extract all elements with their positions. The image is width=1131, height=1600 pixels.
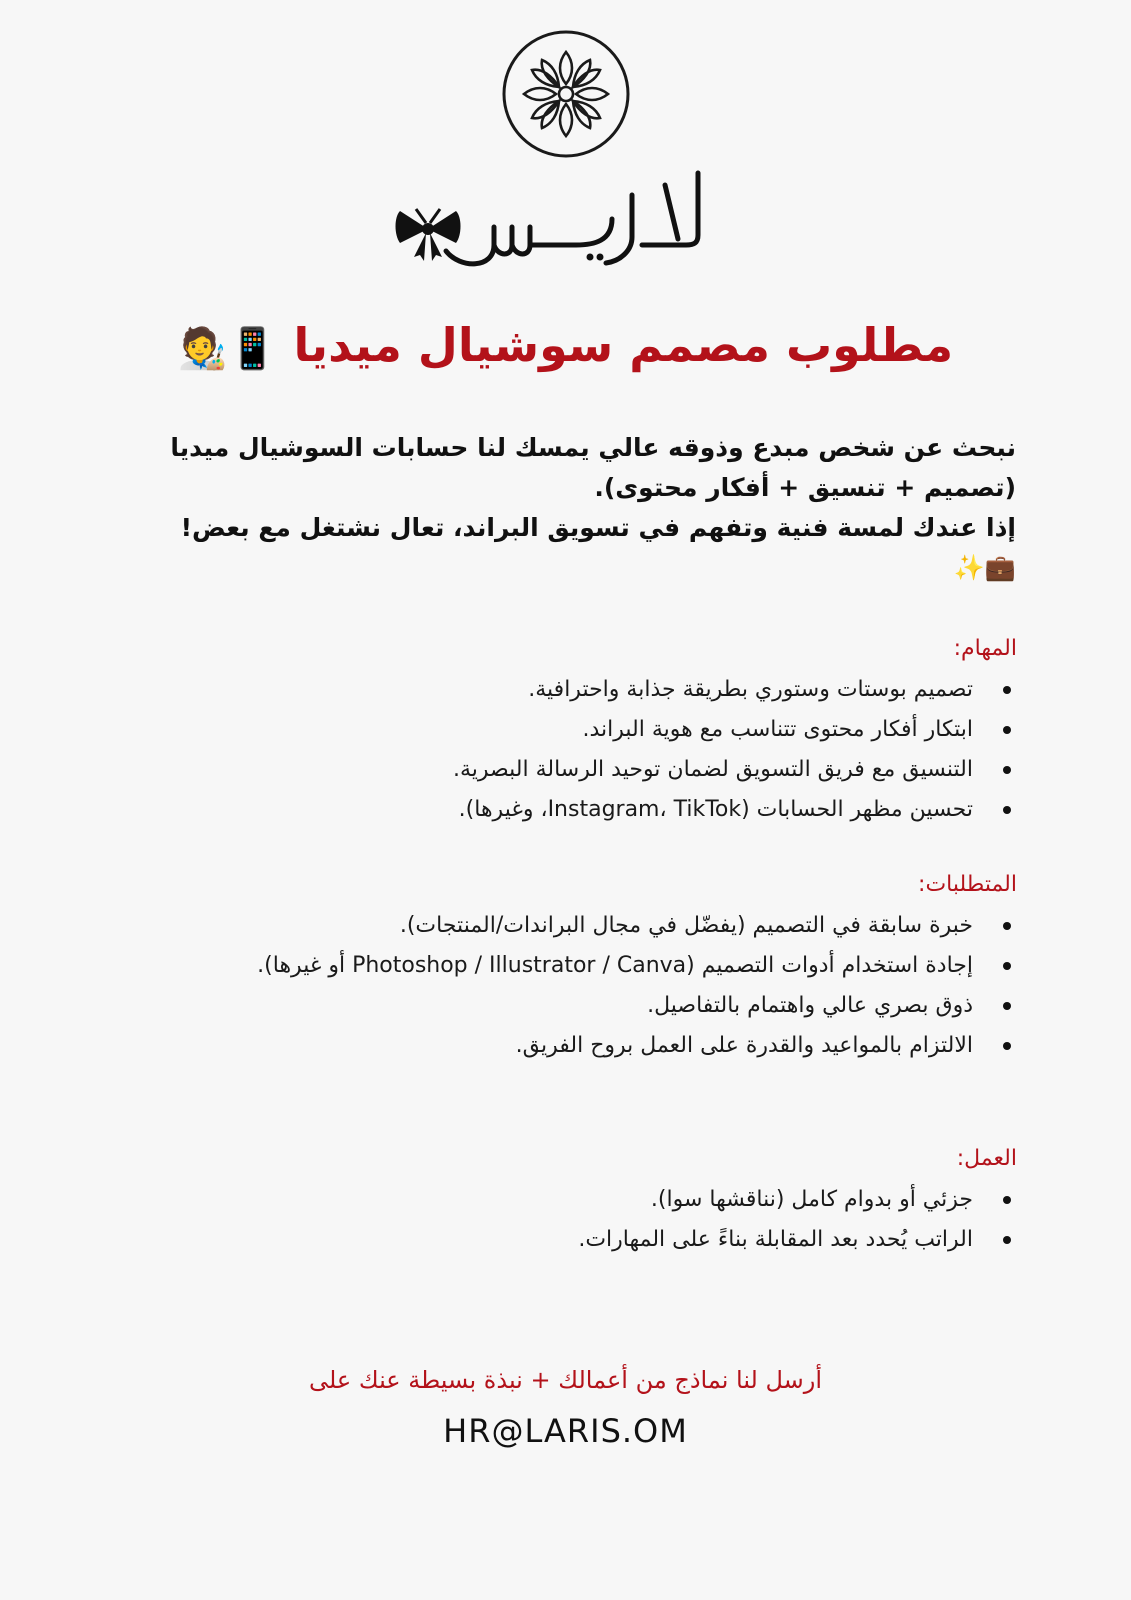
contact-email[interactable]: HR@LARIS.OM (443, 1412, 688, 1450)
intro-line-2-text: إذا عندك لمسة فنية وتفهم في تسويق البراند، تعال نشتغل مع بعض! (180, 513, 1016, 542)
intro-emojis: 💼✨ (953, 553, 1016, 582)
tasks-list (161, 670, 1021, 830)
work-list (161, 1180, 1021, 1260)
list-item: ابتكار أفكار محتوى تتناسب مع هوية البراند. (161, 710, 1021, 750)
list-item: جزئي أو بدوام كامل (نناقشها سوا). (161, 1180, 1021, 1220)
intro-paragraph (150, 428, 1016, 588)
tasks-title: المهام: (953, 636, 1017, 661)
brand-wordmark (380, 165, 740, 275)
list-item: ذوق بصري عالي واهتمام بالتفاصيل. (161, 986, 1021, 1026)
list-item: الراتب يُحدد بعد المقابلة بناءً على المهارات. (161, 1220, 1021, 1260)
headline-text: مطلوب مصمم سوشيال ميديا (293, 318, 954, 372)
page-title (0, 318, 1131, 372)
floral-medallion-icon (500, 28, 632, 160)
work-title: العمل: (956, 1146, 1017, 1171)
list-item: التنسيق مع فريق التسويق لضمان توحيد الرسالة البصرية. (161, 750, 1021, 790)
requirements-title: المتطلبات: (918, 872, 1017, 897)
intro-line-2 (150, 508, 1016, 588)
list-item: تصميم بوستات وستوري بطريقة جذابة واحترافية. (161, 670, 1021, 710)
cta-text: أرسل لنا نماذج من أعمالك + نبذة بسيطة عنك على (308, 1366, 823, 1394)
list-item: الالتزام بالمواعيد والقدرة على العمل بروح الفريق. (161, 1026, 1021, 1066)
requirements-list (161, 906, 1021, 1066)
list-item: إجادة استخدام أدوات التصميم (Photoshop / Illustrator / Canva أو غيرها). (161, 946, 1021, 986)
list-item: خبرة سابقة في التصميم (يفضّل في مجال البراندات/المنتجات). (161, 906, 1021, 946)
list-item: تحسين مظهر الحسابات (Instagram، TikTok، وغيرها). (161, 790, 1021, 830)
headline-emojis: 📱🧑‍🎨 (177, 326, 278, 372)
brand-logo (0, 28, 1131, 160)
intro-line-1: نبحث عن شخص مبدع وذوقه عالي يمسك لنا حسابات السوشيال ميديا (تصميم + تنسيق + أفكار محتوى). (170, 433, 1016, 502)
